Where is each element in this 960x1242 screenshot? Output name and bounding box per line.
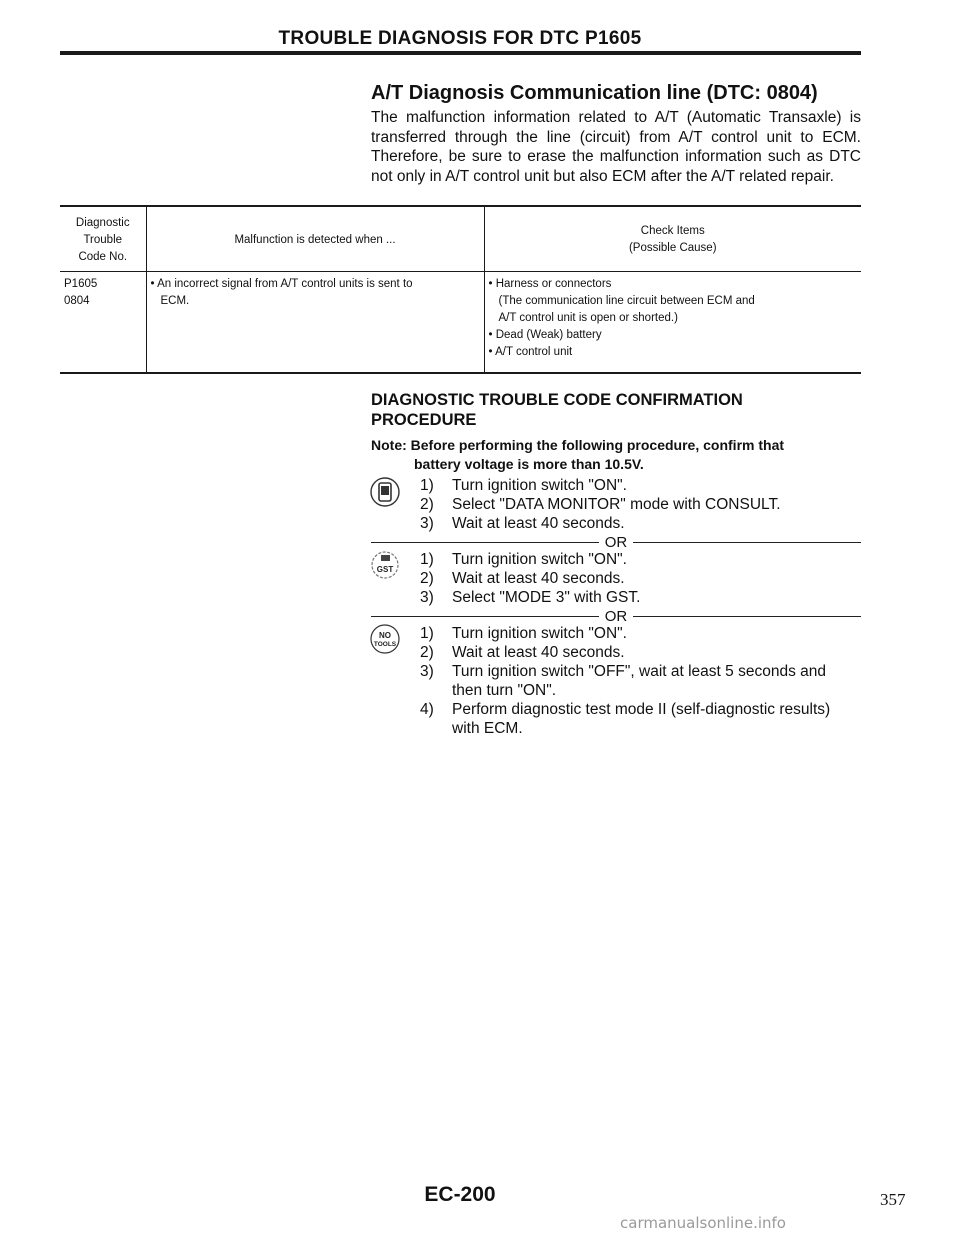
header-dtc-code-line: Diagnostic bbox=[75, 216, 130, 229]
no-tools-icon-label: NO bbox=[379, 631, 391, 640]
header-dtc-code bbox=[60, 206, 146, 272]
cell-malfunction bbox=[146, 272, 484, 374]
table-row bbox=[60, 272, 861, 374]
step-number: 2) bbox=[420, 570, 434, 587]
step-text: Turn ignition switch "ON". bbox=[452, 477, 627, 494]
header-malfunction: Malfunction is detected when ... bbox=[146, 206, 484, 272]
gst-steps bbox=[420, 550, 860, 607]
or-divider bbox=[371, 607, 861, 625]
or-label: OR bbox=[604, 533, 628, 551]
page-title: TROUBLE DIAGNOSIS FOR DTC P1605 bbox=[278, 28, 642, 49]
header-check-items bbox=[484, 206, 861, 272]
title-rule bbox=[60, 51, 861, 55]
step-number: 3) bbox=[420, 515, 434, 532]
battery-note bbox=[371, 436, 861, 474]
divider-line bbox=[633, 542, 861, 543]
step-number: 2) bbox=[420, 496, 434, 513]
step-text: Perform diagnostic test mode II (self-diagnostic results) with ECM. bbox=[452, 701, 831, 737]
list-item bbox=[420, 643, 860, 662]
step-number: 3) bbox=[420, 663, 434, 680]
dtc-table bbox=[60, 205, 861, 374]
step-number: 4) bbox=[420, 701, 434, 718]
dtc-code-p1605: P1605 bbox=[64, 278, 98, 290]
malfunction-line: • An incorrect signal from A/T control units is sent to bbox=[150, 278, 413, 290]
step-text: Turn ignition switch "ON". bbox=[452, 625, 627, 642]
list-item bbox=[420, 700, 860, 738]
cell-dtc-code bbox=[60, 272, 146, 374]
section-heading: A/T Diagnosis Communication line (DTC: 0804) bbox=[371, 82, 818, 104]
list-item bbox=[420, 662, 860, 700]
dtc-code-0804: 0804 bbox=[64, 295, 90, 307]
check-item-sub: A/T control unit is open or shorted.) bbox=[498, 312, 678, 324]
step-number: 1) bbox=[420, 625, 434, 642]
malfunction-line: ECM. bbox=[160, 295, 190, 307]
procedure-heading-line: DIAGNOSTIC TROUBLE CODE CONFIRMATION bbox=[371, 391, 743, 409]
step-text: Turn ignition switch "OFF", wait at least 5 seconds and then turn "ON". bbox=[452, 663, 826, 699]
step-text: Select "MODE 3" with GST. bbox=[452, 589, 641, 606]
step-number: 2) bbox=[420, 644, 434, 661]
procedure-heading-line: PROCEDURE bbox=[371, 411, 477, 429]
list-item bbox=[420, 624, 860, 643]
check-item-harness: • Harness or connectors bbox=[488, 278, 612, 290]
step-number: 1) bbox=[420, 477, 434, 494]
divider-line bbox=[633, 616, 861, 617]
step-text: Wait at least 40 seconds. bbox=[452, 515, 625, 532]
step-text: Wait at least 40 seconds. bbox=[452, 644, 625, 661]
list-item bbox=[420, 514, 860, 533]
list-item bbox=[420, 550, 860, 569]
divider-line bbox=[371, 616, 599, 617]
no-tools-steps bbox=[420, 624, 860, 738]
list-item bbox=[420, 495, 860, 514]
step-text: Wait at least 40 seconds. bbox=[452, 570, 625, 587]
check-item-battery: • Dead (Weak) battery bbox=[488, 329, 602, 341]
step-number: 3) bbox=[420, 589, 434, 606]
or-label: OR bbox=[604, 607, 628, 625]
consult-steps bbox=[420, 476, 860, 533]
header-check-items-line: Check Items bbox=[640, 225, 705, 237]
intro-paragraph: The malfunction information related to A/T (Automatic Transaxle) is transferred through the line (circuit) from A/T control unit to ECM. Therefore, be sure to erase the malfunction information such as DTC not only in A/T control unit but also ECM after the A/T related repair. bbox=[371, 109, 861, 185]
list-item bbox=[420, 476, 860, 495]
procedure-heading bbox=[371, 390, 743, 430]
gst-icon-label: GST bbox=[376, 565, 394, 574]
cell-check-items bbox=[484, 272, 861, 374]
page-number: 357 bbox=[880, 1190, 906, 1209]
step-text: Select "DATA MONITOR" mode with CONSULT. bbox=[452, 496, 781, 513]
step-text: Turn ignition switch "ON". bbox=[452, 551, 627, 568]
or-divider bbox=[371, 533, 861, 551]
note-line: Note: Before performing the following procedure, confirm that bbox=[371, 437, 785, 453]
table-header-row bbox=[60, 206, 861, 272]
consult-icon bbox=[368, 475, 402, 509]
header-dtc-code-line: Trouble bbox=[83, 233, 123, 246]
check-item-sub: (The communication line circuit between ECM and bbox=[498, 295, 755, 307]
check-item-control-unit: • A/T control unit bbox=[488, 346, 573, 358]
page-code: EC-200 bbox=[424, 1183, 496, 1206]
no-tools-icon-label: TOOLS bbox=[373, 641, 397, 648]
step-number: 1) bbox=[420, 551, 434, 568]
list-item bbox=[420, 569, 860, 588]
no-tools-icon bbox=[368, 622, 402, 656]
watermark: carmanualsonline.info bbox=[620, 1214, 786, 1232]
list-item bbox=[420, 588, 860, 607]
header-check-items-line: (Possible Cause) bbox=[628, 242, 717, 254]
note-line: battery voltage is more than 10.5V. bbox=[414, 456, 644, 472]
gst-icon bbox=[368, 548, 402, 582]
header-dtc-code-line: Code No. bbox=[78, 250, 128, 263]
divider-line bbox=[371, 542, 599, 543]
